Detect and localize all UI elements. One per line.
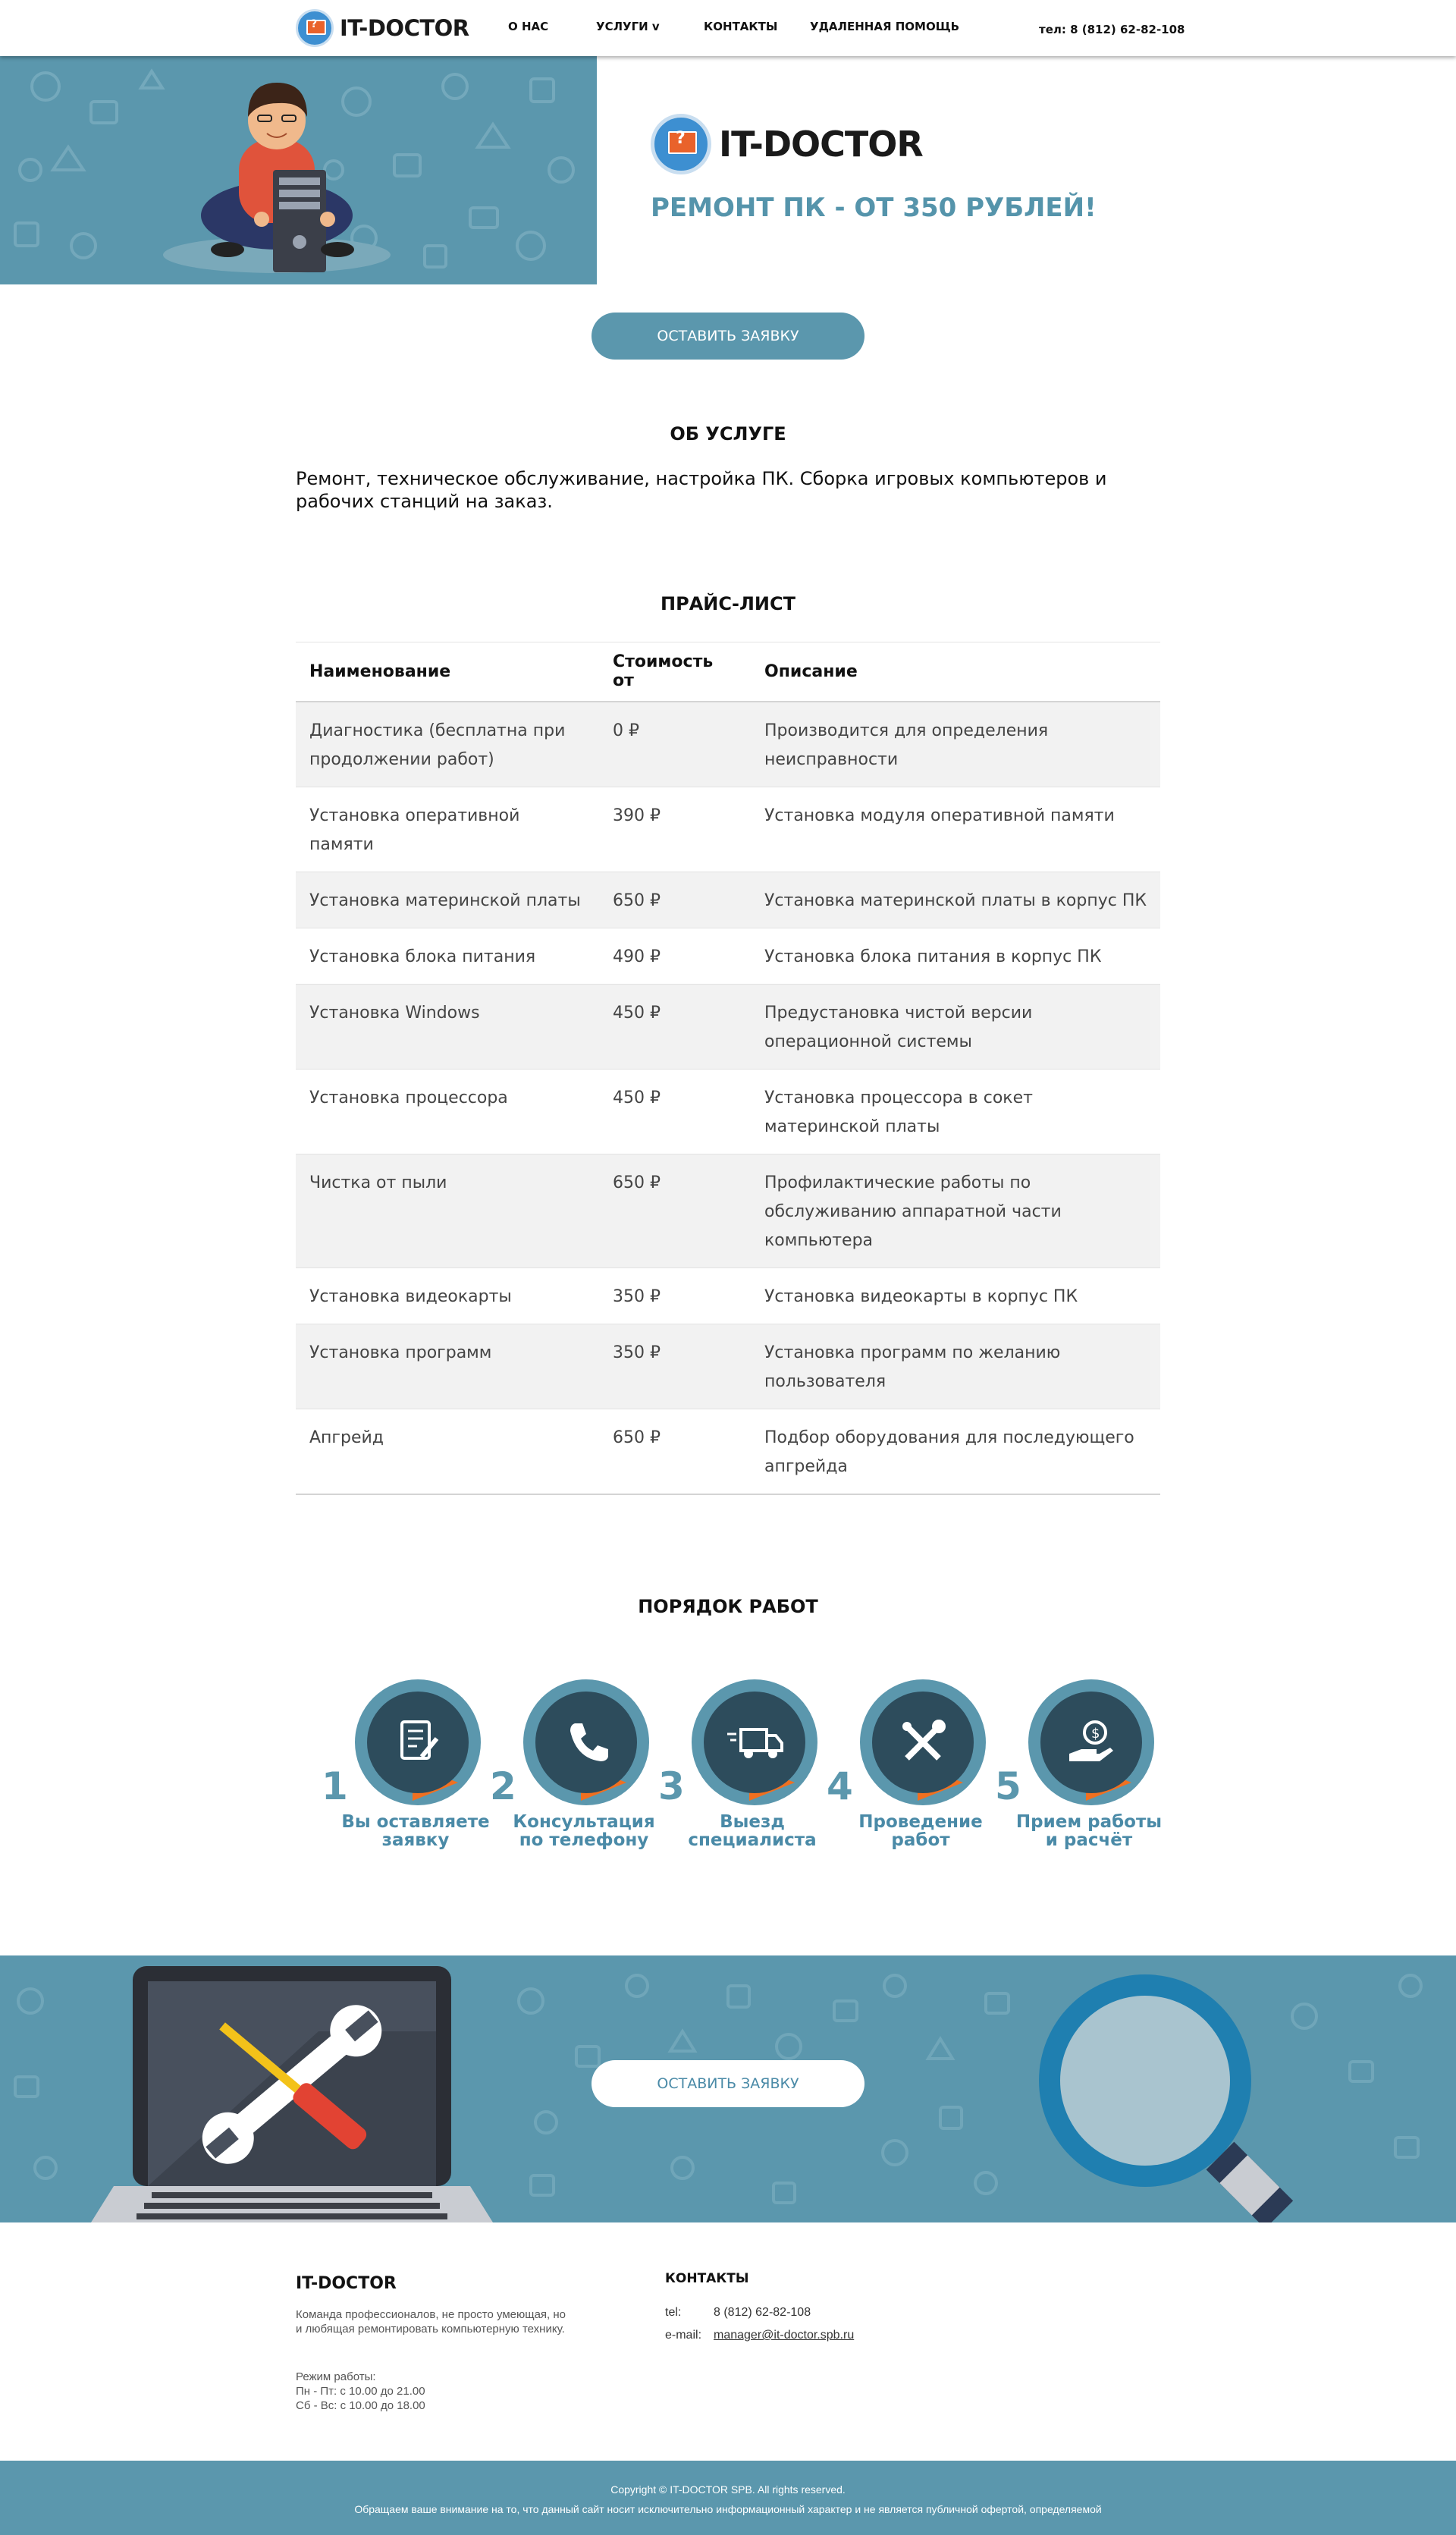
header-logo[interactable] (296, 8, 469, 48)
payment-icon (1040, 1692, 1142, 1793)
column-header-description: Описание (751, 642, 1160, 702)
table-row (296, 787, 1160, 872)
step-label (332, 1813, 499, 1849)
cell-description: Производится для определения неисправности (751, 702, 1160, 787)
cell-description: Установка модуля оперативной памяти (751, 787, 1160, 872)
email-label: e-mail: (665, 2329, 702, 2342)
cell-name: Установка блока питания (296, 928, 599, 984)
price-table (296, 642, 1160, 1495)
order-button-top[interactable]: ОСТАВИТЬ ЗАЯВКУ (592, 313, 864, 360)
hero-logo-icon (651, 114, 711, 174)
workflow-step (658, 1676, 825, 1858)
footer-hours (296, 2370, 569, 2413)
cell-price: 650 ₽ (599, 1154, 751, 1268)
cell-price: 350 ₽ (599, 1268, 751, 1324)
step-label (837, 1813, 1004, 1849)
workflow-step (490, 1676, 657, 1858)
table-row (296, 702, 1160, 787)
step-label-line1: Прием работы (1015, 1812, 1163, 1832)
cell-price: 650 ₽ (599, 1409, 751, 1494)
table-row (296, 1154, 1160, 1268)
tools-icon (872, 1692, 974, 1793)
step-number: 3 (658, 1764, 685, 1808)
step-label-line1: Выезд (720, 1812, 785, 1832)
hours-weekend: Сб - Вс: с 10.00 до 18.00 (296, 2399, 425, 2412)
nav-item-about[interactable]: О НАС (508, 20, 549, 33)
cell-price: 350 ₽ (599, 1324, 751, 1409)
price-list-title: ПРАЙС-ЛИСТ (661, 593, 795, 614)
cell-price: 490 ₽ (599, 928, 751, 984)
column-header-price: Стоимость от (599, 642, 751, 702)
table-row (296, 872, 1160, 928)
cell-price: 0 ₽ (599, 702, 751, 787)
cell-description: Установка блока питания в корпус ПК (751, 928, 1160, 984)
column-header-name: Наименование (296, 642, 599, 702)
header-phone[interactable]: тел: 8 (812) 62-82-108 (1039, 23, 1185, 36)
site-header (0, 0, 1456, 56)
truck-icon (704, 1692, 805, 1793)
cell-name: Установка процессора (296, 1069, 599, 1154)
cell-description: Профилактические работы по обслуживанию аппаратной части компьютера (751, 1154, 1160, 1268)
step-number: 1 (322, 1764, 348, 1808)
hero-logo (651, 114, 923, 174)
contact-email[interactable] (665, 2329, 854, 2342)
step-label-line2: специалиста (688, 1830, 817, 1850)
step-label-line1: Вы оставляете (341, 1812, 490, 1832)
logo-text: IT-DOCTOR (340, 15, 469, 41)
step-label (500, 1813, 667, 1849)
table-header-row (296, 642, 1160, 702)
table-row (296, 984, 1160, 1069)
step-label-line2: работ (891, 1830, 950, 1850)
nav-item-services[interactable]: УСЛУГИ v (596, 20, 660, 33)
step-label-line1: Проведение (858, 1812, 983, 1832)
step-number: 4 (827, 1764, 853, 1808)
table-row (296, 1268, 1160, 1324)
contacts-title: КОНТАКТЫ (665, 2271, 749, 2286)
cell-description: Установка программ по желанию пользователя (751, 1324, 1160, 1409)
about-text: Ремонт, техническое обслуживание, настройка ПК. Сборка игровых компьютеров и рабочих станций на заказ. (296, 468, 1107, 512)
workflow-title: ПОРЯДОК РАБОТ (638, 1596, 818, 1617)
cell-description: Предустановка чистой версии операционной системы (751, 984, 1160, 1069)
step-number: 2 (490, 1764, 516, 1808)
cell-description: Установка видеокарты в корпус ПК (751, 1268, 1160, 1324)
footer-bar (0, 2461, 1456, 2535)
nav-item-contacts[interactable]: КОНТАКТЫ (704, 20, 778, 33)
cell-price: 390 ₽ (599, 787, 751, 872)
hero-slogan: РЕМОНТ ПК - ОТ 350 РУБЛЕЙ! (651, 193, 1097, 223)
cell-description: Установка процессора в сокет материнской платы (751, 1069, 1160, 1154)
hero-illustration-svg (0, 56, 597, 284)
disclaimer: Обращаем ваше внимание на то, что данный сайт носит исключительно информационный характер и не является публичной офертой, определяемой (354, 2503, 1102, 2515)
tel-value[interactable]: 8 (812) 62-82-108 (714, 2306, 811, 2319)
step-label-line1: Консультация (513, 1812, 655, 1832)
hours-title: Режим работы: (296, 2370, 376, 2383)
cell-name: Установка программ (296, 1324, 599, 1409)
footer-description: Команда профессионалов, не просто умеющая, но и любящая ремонтировать компьютерную технику. (296, 2308, 566, 2336)
cell-name: Установка Windows (296, 984, 599, 1069)
phone-icon (535, 1692, 637, 1793)
step-label-line2: заявку (381, 1830, 450, 1850)
table-row (296, 928, 1160, 984)
cell-description: Установка материнской платы в корпус ПК (751, 872, 1160, 928)
hours-weekdays: Пн - Пт: с 10.00 до 21.00 (296, 2385, 425, 2398)
workflow-step (827, 1676, 993, 1858)
cell-name: Установка материнской платы (296, 872, 599, 928)
workflow-step (995, 1676, 1162, 1858)
hero-illustration (0, 56, 597, 284)
step-label-line2: и расчёт (1045, 1830, 1133, 1850)
nav-item-remote-help[interactable]: УДАЛЕННАЯ ПОМОЩЬ (810, 20, 960, 33)
workflow-step (322, 1676, 488, 1858)
contact-phone[interactable] (665, 2306, 811, 2320)
cell-price: 650 ₽ (599, 872, 751, 928)
footer-title: IT-DOCTOR (296, 2274, 397, 2293)
logo-icon (296, 9, 334, 47)
document-pen-icon (367, 1692, 469, 1793)
hero-logo-text: IT-DOCTOR (719, 124, 923, 165)
step-label (1006, 1813, 1172, 1849)
table-row (296, 1069, 1160, 1154)
cell-price: 450 ₽ (599, 984, 751, 1069)
cell-description: Подбор оборудования для последующего апгрейда (751, 1409, 1160, 1494)
cell-name: Установка видеокарты (296, 1268, 599, 1324)
step-label-line2: по телефону (519, 1830, 649, 1850)
step-label (669, 1813, 836, 1849)
table-row (296, 1409, 1160, 1494)
cell-name: Апгрейд (296, 1409, 599, 1494)
email-link[interactable]: manager@it-doctor.spb.ru (714, 2329, 855, 2342)
copyright: Copyright © IT-DOCTOR SPB. All rights reserved. (610, 2483, 846, 2496)
svg-text:$: $ (1091, 1726, 1100, 1742)
order-button-bottom[interactable]: ОСТАВИТЬ ЗАЯВКУ (592, 2060, 864, 2107)
about-title: ОБ УСЛУГЕ (670, 423, 786, 444)
cell-name: Диагностика (бесплатна при продолжении работ) (296, 702, 599, 787)
cell-price: 450 ₽ (599, 1069, 751, 1154)
cell-name: Установка оперативной памяти (296, 787, 599, 872)
table-row (296, 1324, 1160, 1409)
tel-label: tel: (665, 2306, 682, 2319)
cell-name: Чистка от пыли (296, 1154, 599, 1268)
step-number: 5 (995, 1764, 1021, 1808)
